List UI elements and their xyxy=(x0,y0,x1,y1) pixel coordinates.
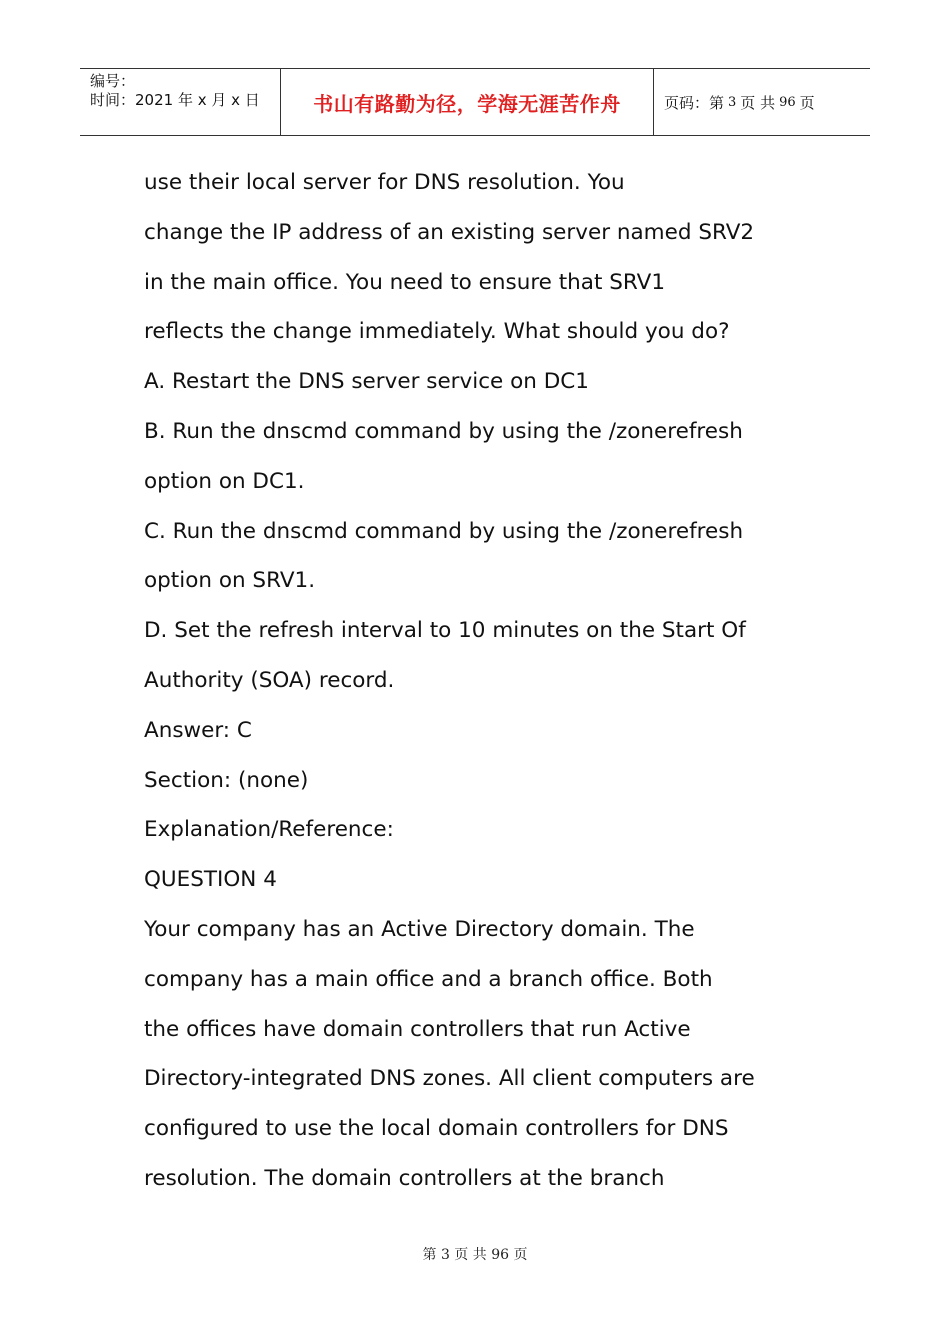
body-line: resolution. The domain controllers at the branch xyxy=(144,1165,665,1191)
option-b-cont: option on DC1. xyxy=(144,468,305,494)
page-prefix: 页码：第 xyxy=(664,93,725,112)
page-current: 3 xyxy=(728,94,737,110)
body-line: configured to use the local domain controllers for DNS xyxy=(144,1116,729,1142)
option-a: A. Restart the DNS server service on DC1 xyxy=(144,369,589,395)
body-line: reflects the change immediately. What should you do? xyxy=(144,319,730,345)
page-footer: 第 3 页 共 96 页 xyxy=(422,1247,528,1263)
page-total: 96 xyxy=(779,94,796,110)
body-line: in the main office. You need to ensure that SRV1 xyxy=(144,269,666,295)
header-motto-cell xyxy=(281,69,654,135)
body-line: the offices have domain controllers that run Active xyxy=(144,1016,691,1042)
header-page-cell xyxy=(654,69,870,135)
header-meta-cell xyxy=(80,69,281,135)
body-line: Your company has an Active Directory domain. The xyxy=(144,916,695,942)
body-line: Directory-integrated DNS zones. All client computers are xyxy=(144,1066,755,1092)
document-body xyxy=(144,158,824,1204)
body-line: change the IP address of an existing server named SRV2 xyxy=(144,219,755,245)
explanation-line: Explanation/Reference: xyxy=(144,817,394,843)
option-d: D. Set the refresh interval to 10 minutes on the Start Of xyxy=(144,618,746,644)
body-line: use their local server for DNS resolution. You xyxy=(144,170,625,195)
option-c-cont: option on SRV1. xyxy=(144,568,316,594)
page-middle: 页 共 xyxy=(740,93,776,112)
time-label: 时间：2021 年 x 月 x 日 xyxy=(90,91,260,109)
option-b: B. Run the dnscmd command by using the /zonerefresh xyxy=(144,418,743,444)
motto-text: 书山有路勤为径，学海无涯苦作舟 xyxy=(313,91,621,116)
option-c: C. Run the dnscmd command by using the /zonerefresh xyxy=(144,518,744,544)
body-line: company has a main office and a branch office. Both xyxy=(144,966,713,992)
answer-line: Answer: C xyxy=(144,717,252,743)
question-heading: QUESTION 4 xyxy=(144,867,277,893)
option-d-cont: Authority (SOA) record. xyxy=(144,667,395,693)
page-header xyxy=(80,68,870,136)
section-line: Section: (none) xyxy=(144,767,309,793)
page-suffix: 页 xyxy=(799,93,815,112)
number-label: 编号： xyxy=(90,72,136,90)
